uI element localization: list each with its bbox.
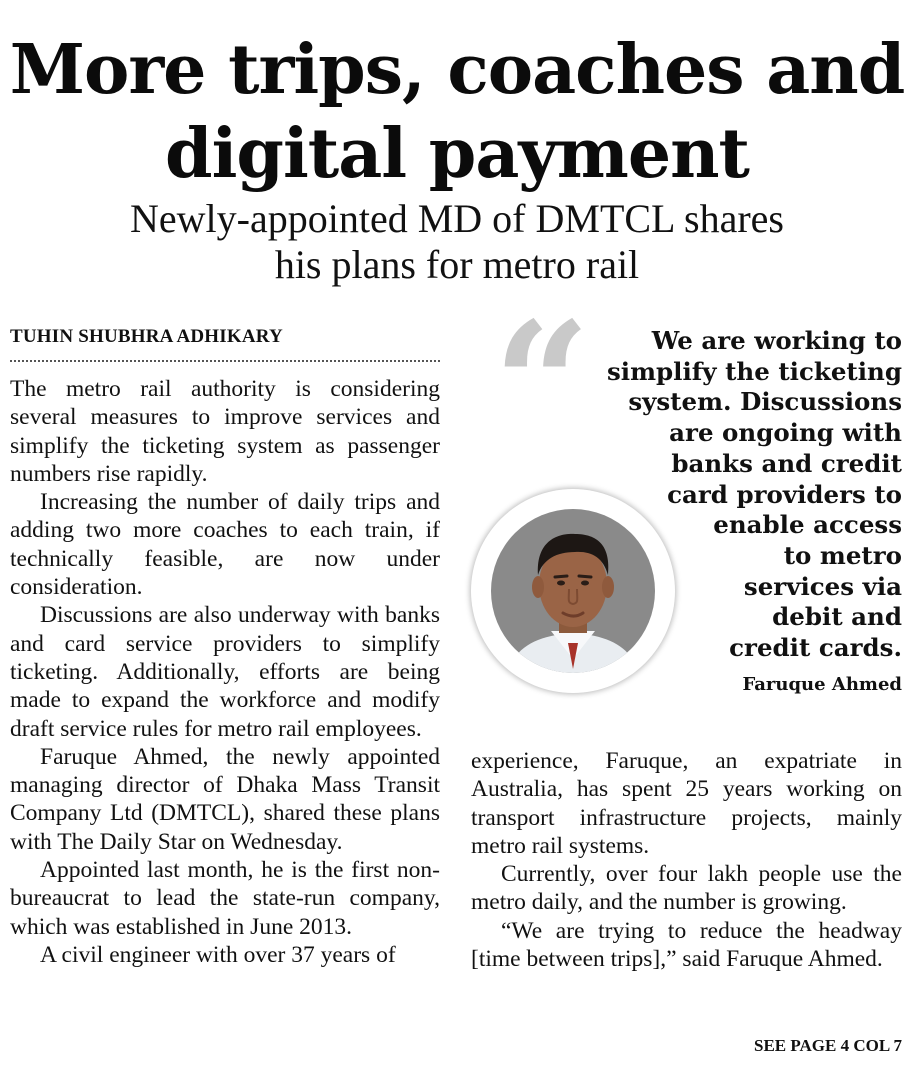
pull-quote-line: services via <box>743 571 902 601</box>
headline <box>0 28 914 196</box>
article-paragraph: Currently, over four lakh people use the metro daily, and the number is growing. <box>471 861 902 916</box>
portrait-photo <box>491 509 655 673</box>
pull-quote-line: system. Discussions <box>628 387 902 417</box>
article-paragraph: A civil engineer with over 37 years of <box>40 941 396 968</box>
quote-attribution: Faruque Ahmed <box>742 674 902 695</box>
pull-quote-line: are ongoing with <box>669 418 902 448</box>
headline-line-1: More trips, coaches and <box>9 30 905 110</box>
article-paragraph: Increasing the number of daily trips and adding two more coaches to each train, if technically feasible, are now under consideration. <box>10 489 440 601</box>
article-column-right <box>471 747 902 973</box>
subheadline-line-2: his plans for metro rail <box>274 242 640 287</box>
quote-mark-icon: “ <box>493 285 591 485</box>
article-paragraph: Faruque Ahmed, the newly appointed managing director of Dhaka Mass Transit Company Ltd (DMTCL), shared these plans with The Daily Star on Wednesday. <box>10 743 440 855</box>
pull-quote-line: debit and <box>772 602 902 632</box>
pull-quote-line: credit cards. <box>729 633 902 663</box>
pull-quote-line: We are working to <box>651 326 902 355</box>
byline: TUHIN SHUBHRA ADHIKARY <box>10 326 283 347</box>
pull-quote-line: simplify the ticketing <box>607 356 902 386</box>
byline-divider <box>10 360 440 362</box>
subheadline-line-1: Newly-appointed MD of DMTCL shares <box>130 196 784 241</box>
continuation-jump-line: SEE PAGE 4 COL 7 <box>754 1036 902 1055</box>
article-paragraph: “We are trying to reduce the headway [time between trips],” said Faruque Ahmed. <box>471 917 902 973</box>
person-portrait-icon <box>491 509 655 673</box>
pull-quote-line: banks and credit <box>671 448 902 478</box>
pull-quote-line: enable access <box>713 510 902 540</box>
pull-quote-line: card providers to <box>667 479 902 509</box>
subheadline <box>0 196 914 288</box>
article-paragraph: Discussions are also underway with banks and card service providers to simplify ticketing. Additionally, efforts are being made to expand the workforce and modify draft service rules for metro rail employees. <box>10 602 440 742</box>
headline-line-2: digital payment <box>165 114 749 194</box>
article-paragraph: experience, Faruque, an expatriate in Australia, has spent 25 years working on transport infrastructure projects, mainly metro rail systems. <box>471 748 902 859</box>
article-column-left <box>10 375 440 969</box>
pull-quote-line: to metro <box>783 540 902 570</box>
article-paragraph: The metro rail authority is considering several measures to improve services and simplify the ticketing system as passenger numbers rise rapidly. <box>10 376 440 487</box>
article-paragraph: Appointed last month, he is the first non-bureaucrat to lead the state-run company, which was established in June 2013. <box>10 857 440 940</box>
